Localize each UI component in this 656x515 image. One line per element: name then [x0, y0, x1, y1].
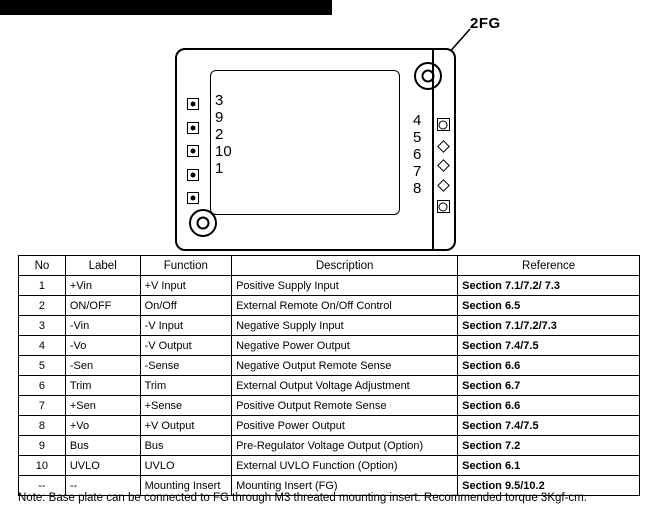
column-header-reference: Reference [458, 256, 640, 276]
cell-reference: Section 6.6 [458, 356, 640, 376]
cell-reference: Section 9.5/10.2 [458, 476, 640, 496]
cell-label: Trim [65, 376, 140, 396]
cell-description: Positive Power Output [232, 416, 458, 436]
left-pin-group [187, 98, 203, 204]
cell-description: Positive Output Remote Sense [232, 396, 458, 416]
cell-reference: Section 7.4/7.5 [458, 416, 640, 436]
cell-label: ON/OFF [65, 296, 140, 316]
cell-no: 2 [19, 296, 66, 316]
cell-function: Mounting Insert [140, 476, 232, 496]
pin-pad [187, 98, 199, 110]
cell-reference: Section 7.1/7.2/7.3 [458, 316, 640, 336]
cell-reference: Section 6.6 [458, 396, 640, 416]
cell-label: -Vo [65, 336, 140, 356]
cell-description: Negative Power Output [232, 336, 458, 356]
pin-number: 9 [215, 109, 224, 126]
table-row [19, 436, 640, 456]
cell-description: Negative Supply Input [232, 316, 458, 336]
cell-reference: Section 6.5 [458, 296, 640, 316]
cell-no: 5 [19, 356, 66, 376]
pin-pad [437, 118, 450, 131]
cell-description: External UVLO Function (Option) [232, 456, 458, 476]
pin-number: 7 [413, 163, 422, 180]
column-header-no: No [19, 256, 66, 276]
cell-no: -- [19, 476, 66, 496]
cell-function: -V Output [140, 336, 232, 356]
module-body [175, 48, 456, 251]
pin-number: 8 [413, 180, 422, 197]
cell-function: Trim [140, 376, 232, 396]
cell-label: +Vin [65, 276, 140, 296]
pin-pad [437, 159, 450, 172]
cell-label: UVLO [65, 456, 140, 476]
cell-description: Positive Supply Input [232, 276, 458, 296]
cell-function: +V Output [140, 416, 232, 436]
cell-label: -Vin [65, 316, 140, 336]
cell-label: +Vo [65, 416, 140, 436]
cell-label: Bus [65, 436, 140, 456]
cell-reference: Section 6.7 [458, 376, 640, 396]
cell-function: +V Input [140, 276, 232, 296]
table-row [19, 456, 640, 476]
cell-label: -- [65, 476, 140, 496]
pin-pad [187, 192, 199, 204]
cell-reference: Section 7.2 [458, 436, 640, 456]
cell-function: -V Input [140, 316, 232, 336]
pin-number: 3 [215, 92, 224, 109]
right-edge-band [432, 50, 454, 249]
module-outline-diagram [0, 15, 656, 255]
table-row [19, 356, 640, 376]
cell-description: Negative Output Remote Sense [232, 356, 458, 376]
cell-no: 8 [19, 416, 66, 436]
table-row [19, 376, 640, 396]
pin-function-table-wrap [18, 255, 640, 496]
table-row [19, 416, 640, 436]
pin-number: 6 [413, 146, 422, 163]
pin-function-table [18, 255, 640, 496]
cell-description: External Remote On/Off Control [232, 296, 458, 316]
column-header-label: Label [65, 256, 140, 276]
table-row [19, 336, 640, 356]
table-row [19, 296, 640, 316]
cell-function: +Sense [140, 396, 232, 416]
cell-no: 7 [19, 396, 66, 416]
cell-label: -Sen [65, 356, 140, 376]
footnote: Note: Base plate can be connected to FG through M3 threated mounting insert. Recommended torque 3Kgf-cm. [18, 492, 587, 504]
cell-no: 9 [19, 436, 66, 456]
table-row [19, 396, 640, 416]
cell-description: Mounting Insert (FG) [232, 476, 458, 496]
cell-reference: Section 7.1/7.2/ 7.3 [458, 276, 640, 296]
table-row [19, 316, 640, 336]
pin-pad [437, 200, 450, 213]
cell-reference: Section 6.1 [458, 456, 640, 476]
cell-no: 6 [19, 376, 66, 396]
cell-description: External Output Voltage Adjustment [232, 376, 458, 396]
pin-pad [187, 145, 199, 157]
right-pin-numbers [413, 112, 421, 197]
cell-no: 4 [19, 336, 66, 356]
mounting-hole-bottom-left [189, 209, 217, 237]
cell-function: UVLO [140, 456, 232, 476]
pin-pad [187, 122, 199, 134]
header-black-bar [0, 0, 332, 15]
pin-number: 1 [215, 160, 224, 177]
pin-pad [437, 179, 450, 192]
pin-pad [187, 169, 199, 181]
pin-number: 10 [215, 143, 232, 160]
cell-no: 3 [19, 316, 66, 336]
callout-label-2fg: 2FG [470, 15, 501, 32]
right-pin-group [436, 118, 450, 213]
cell-function: -Sense [140, 356, 232, 376]
cell-no: 10 [19, 456, 66, 476]
cell-function: On/Off [140, 296, 232, 316]
cell-description: Pre-Regulator Voltage Output (Option) [232, 436, 458, 456]
pin-number: 4 [413, 112, 422, 129]
module-inner-outline [210, 70, 400, 215]
pin-number: 5 [413, 129, 422, 146]
pin-pad [437, 140, 450, 153]
left-pin-numbers [215, 92, 232, 177]
cell-reference: Section 7.4/7.5 [458, 336, 640, 356]
cell-no: 1 [19, 276, 66, 296]
cell-label: +Sen [65, 396, 140, 416]
cell-function: Bus [140, 436, 232, 456]
column-header-function: Function [140, 256, 232, 276]
column-header-description: Description [232, 256, 458, 276]
table-row [19, 276, 640, 296]
table-header-row [19, 256, 640, 276]
pin-number: 2 [215, 126, 224, 143]
